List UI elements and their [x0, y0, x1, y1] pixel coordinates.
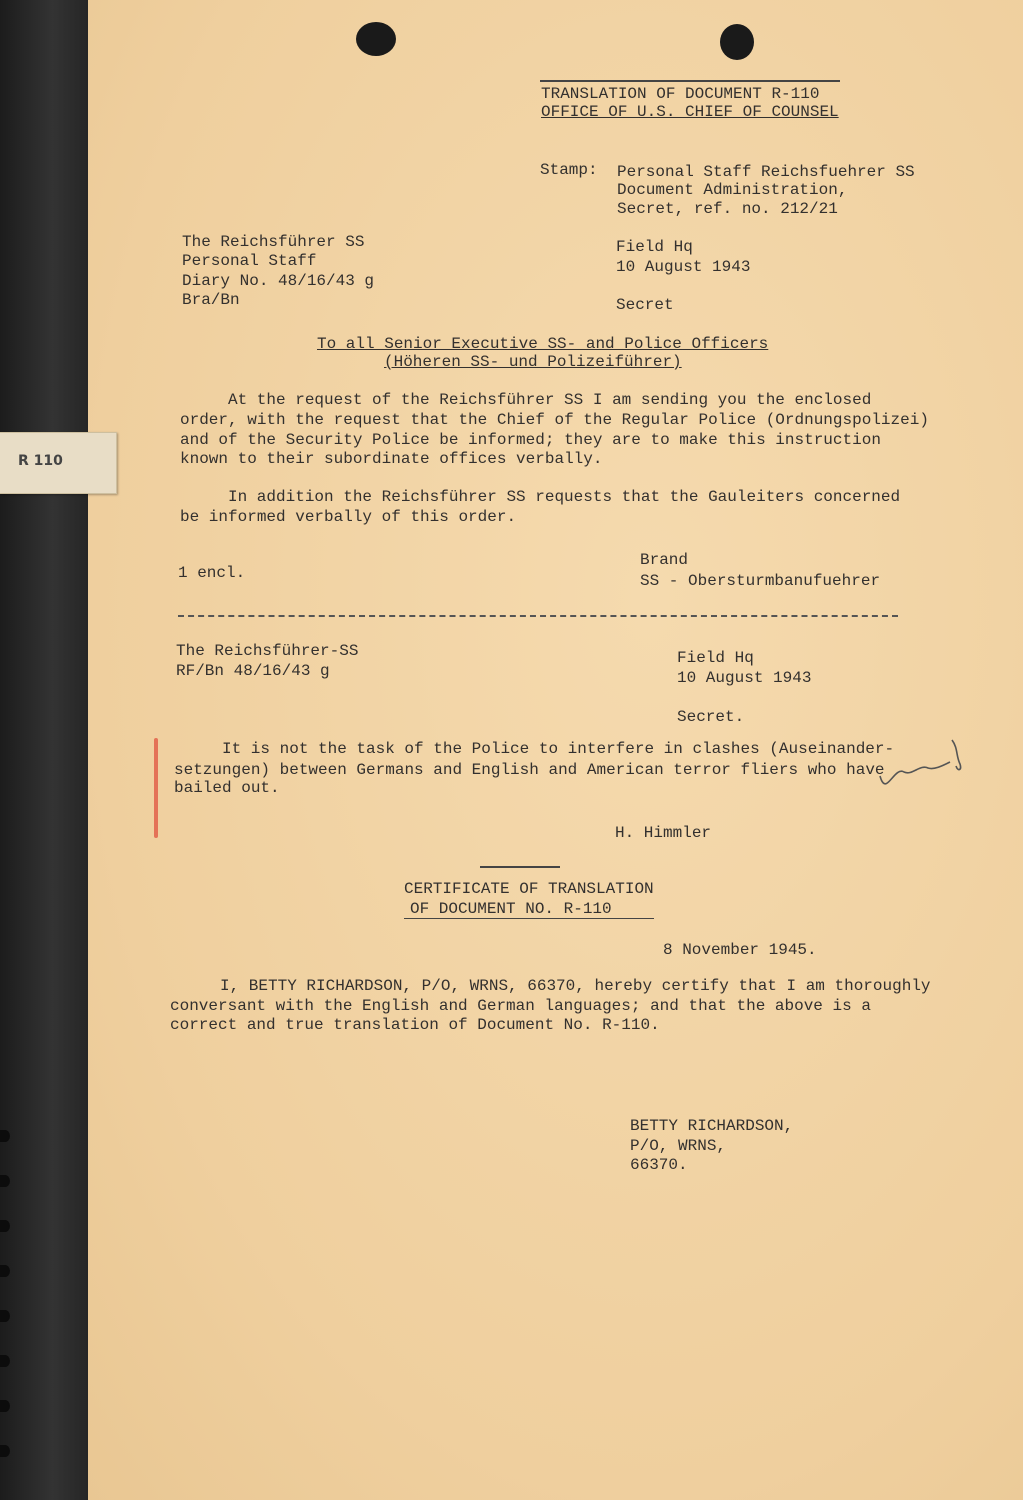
handwritten-squiggle-icon — [872, 736, 968, 796]
sender2-line-2: RF/Bn 48/16/43 g — [176, 662, 330, 680]
para1-line-1: At the request of the Reichsführer SS I am sending you the enclosed — [228, 391, 872, 409]
sender1-line-2: Personal Staff — [182, 252, 317, 270]
certificate-signature-line-1: BETTY RICHARDSON, — [630, 1117, 794, 1135]
binder-hole — [0, 1265, 10, 1277]
stamp-line-1: Personal Staff Reichsfuehrer SS — [617, 163, 915, 181]
index-tab-label: R 110 — [18, 453, 63, 469]
header-line-1: TRANSLATION OF DOCUMENT R-110 — [541, 85, 820, 103]
addressee-line-2: (Höheren SS- und Polizeiführer) — [384, 353, 682, 371]
binder-strip — [0, 0, 88, 1500]
index-tab — [0, 432, 117, 494]
punch-hole — [356, 22, 396, 56]
certificate-title-line-2: OF DOCUMENT NO. R-110 — [410, 900, 612, 918]
para3-line-1: It is not the task of the Police to interfere in clashes (Auseinander- — [222, 740, 895, 758]
para3-line-3: bailed out. — [174, 779, 280, 797]
sender1-line-4: Bra/Bn — [182, 291, 240, 309]
punch-hole — [720, 24, 754, 60]
header-line-2: OFFICE OF U.S. CHIEF OF COUNSEL — [541, 103, 839, 121]
binder-hole — [0, 1355, 10, 1367]
binder-hole — [0, 1130, 10, 1142]
para3-line-2: setzungen) between Germans and English and American terror fliers who have — [174, 761, 885, 779]
signature2: H. Himmler — [615, 824, 712, 842]
stamp-label: Stamp: — [540, 161, 598, 179]
certificate-date: 8 November 1945. — [663, 941, 817, 959]
para1-line-3: and of the Security Police be informed; they are to make this instruction — [180, 431, 881, 449]
sender2-line-1: The Reichsführer-SS — [176, 642, 359, 660]
place1-classification: Secret — [616, 296, 674, 314]
enclosure-note: 1 encl. — [178, 564, 246, 582]
stamp-line-3: Secret, ref. no. 212/21 — [617, 200, 838, 218]
addressee-line-1: To all Senior Executive SS- and Police Officers — [317, 335, 769, 353]
certificate-body-line-2: conversant with the English and German languages; and that the above is a — [170, 997, 871, 1015]
certificate-rule-top — [480, 866, 560, 868]
header-rule — [540, 80, 840, 82]
sender1-line-1: The Reichsführer SS — [182, 233, 365, 251]
binder-hole — [0, 1400, 10, 1412]
certificate-title-line-1: CERTIFICATE OF TRANSLATION — [404, 880, 654, 898]
place2-classification: Secret. — [677, 708, 745, 726]
para2-line-1: In addition the Reichsführer SS requests that the Gauleiters concerned — [228, 488, 901, 506]
binder-hole — [0, 1175, 10, 1187]
binder-hole — [0, 1310, 10, 1322]
para1-line-2: order, with the request that the Chief of the Regular Police (Ordnungspolizei) — [180, 411, 929, 429]
place2-line-2: 10 August 1943 — [677, 669, 812, 687]
sender1-line-3: Diary No. 48/16/43 g — [182, 272, 375, 290]
red-margin-mark — [154, 738, 158, 838]
stamp-line-2: Document Administration, — [617, 181, 848, 199]
binder-hole — [0, 1445, 10, 1457]
dashed-separator — [178, 615, 898, 617]
certificate-body-line-3: correct and true translation of Document No. R-110. — [170, 1016, 660, 1034]
certificate-body-line-1: I, BETTY RICHARDSON, P/O, WRNS, 66370, hereby certify that I am thoroughly — [220, 977, 931, 995]
signature1-name: Brand — [640, 551, 689, 569]
para1-line-4: known to their subordinate offices verbally. — [180, 450, 603, 468]
place1-line-2: 10 August 1943 — [616, 258, 751, 276]
para2-line-2: be informed verbally of this order. — [180, 508, 517, 526]
certificate-signature-line-2: P/O, WRNS, — [630, 1137, 727, 1155]
signature1-rank: SS - Obersturmbanufuehrer — [640, 572, 881, 590]
binder-hole — [0, 1220, 10, 1232]
certificate-signature-line-3: 66370. — [630, 1156, 688, 1174]
place1-line-1: Field Hq — [616, 238, 693, 256]
place2-line-1: Field Hq — [677, 649, 754, 667]
certificate-rule-bottom — [404, 918, 654, 919]
